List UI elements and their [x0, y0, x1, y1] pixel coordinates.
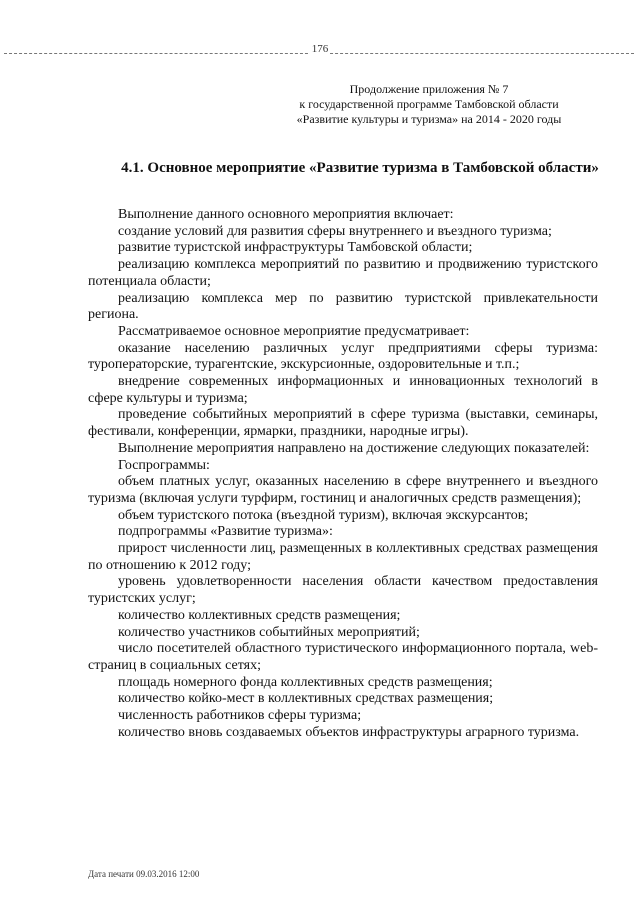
paragraph: развитие туристской инфраструктуры Тамбовской области;	[118, 240, 473, 256]
paragraph: оказание населению различных услуг предприятиями сферы туризма: туроператорские, турагентские, экскурсионные, оздоровительные и т.п.;	[88, 340, 598, 373]
header-line-2: к государственной программе Тамбовской области	[299, 97, 559, 111]
paragraph: Выполнение мероприятия направлено на достижение следующих показателей:	[118, 440, 590, 456]
paragraph: проведение событийных мероприятий в сфере туризма (выставки, семинары, фестивали, конференции, ярмарки, праздники, народные игры).	[88, 407, 598, 440]
paragraph: прирост численности лиц, размещенных в коллективных средствах размещения по отношению к 2012 году;	[88, 541, 598, 573]
paragraph: реализацию комплекса мероприятий по развитию и продвижению туристского потенциала области;	[88, 257, 598, 289]
paragraph: количество койко-мест в коллективных средствах размещения;	[118, 691, 494, 707]
paragraph: Выполнение данного основного мероприятия включает:	[118, 207, 454, 222]
paragraph: внедрение современных информационных и инновационных технологий в сфере культуры и туризма;	[88, 374, 598, 406]
header-line-1: Продолжение приложения № 7	[349, 82, 509, 96]
paragraph: площадь номерного фонда коллективных средств размещения;	[118, 674, 493, 690]
paragraph: подпрограммы «Развитие туризма»:	[118, 524, 333, 540]
paragraph: количество коллективных средств размещения;	[118, 607, 401, 623]
section-title: 4.1. Основное мероприятие «Развитие туризма в Тамбовской области»	[121, 160, 599, 176]
header-line-3: «Развитие культуры и туризма» на 2014 - 2020 годы	[296, 112, 562, 126]
print-date-footer: Дата печати 09.03.2016 12:00	[88, 869, 200, 879]
paragraph: объем туристского потока (въездной туризм), включая экскурсантов;	[118, 507, 529, 523]
appendix-header	[270, 82, 588, 127]
paragraph: количество участников событийных мероприятий;	[118, 624, 420, 640]
paragraph: уровень удовлетворенности населения области качеством предоставления туристских услуг;	[88, 574, 598, 607]
paragraph: создание условий для развития сферы внутреннего и въездного туризма;	[118, 223, 552, 239]
paragraph: численность работников сферы туризма;	[118, 708, 362, 724]
paragraph: объем платных услуг, оказанных населению в сфере внутреннего и въездного туризма (включая услуги турфирм, гостиниц и аналогичных средств размещения);	[88, 474, 598, 506]
body-text	[88, 207, 598, 742]
paragraph: число посетителей областного туристического информационного портала, web-страниц в социальных сетях;	[88, 641, 598, 673]
paragraph: реализацию комплекса мер по развитию туристской привлекательности региона.	[88, 290, 598, 323]
paragraph: Госпрограммы:	[118, 457, 210, 473]
paragraph: Рассматриваемое основное мероприятие предусматривает:	[118, 323, 470, 339]
paragraph: количество вновь создаваемых объектов инфраструктуры аграрного туризма.	[118, 724, 580, 740]
page-number: 176	[311, 43, 329, 55]
